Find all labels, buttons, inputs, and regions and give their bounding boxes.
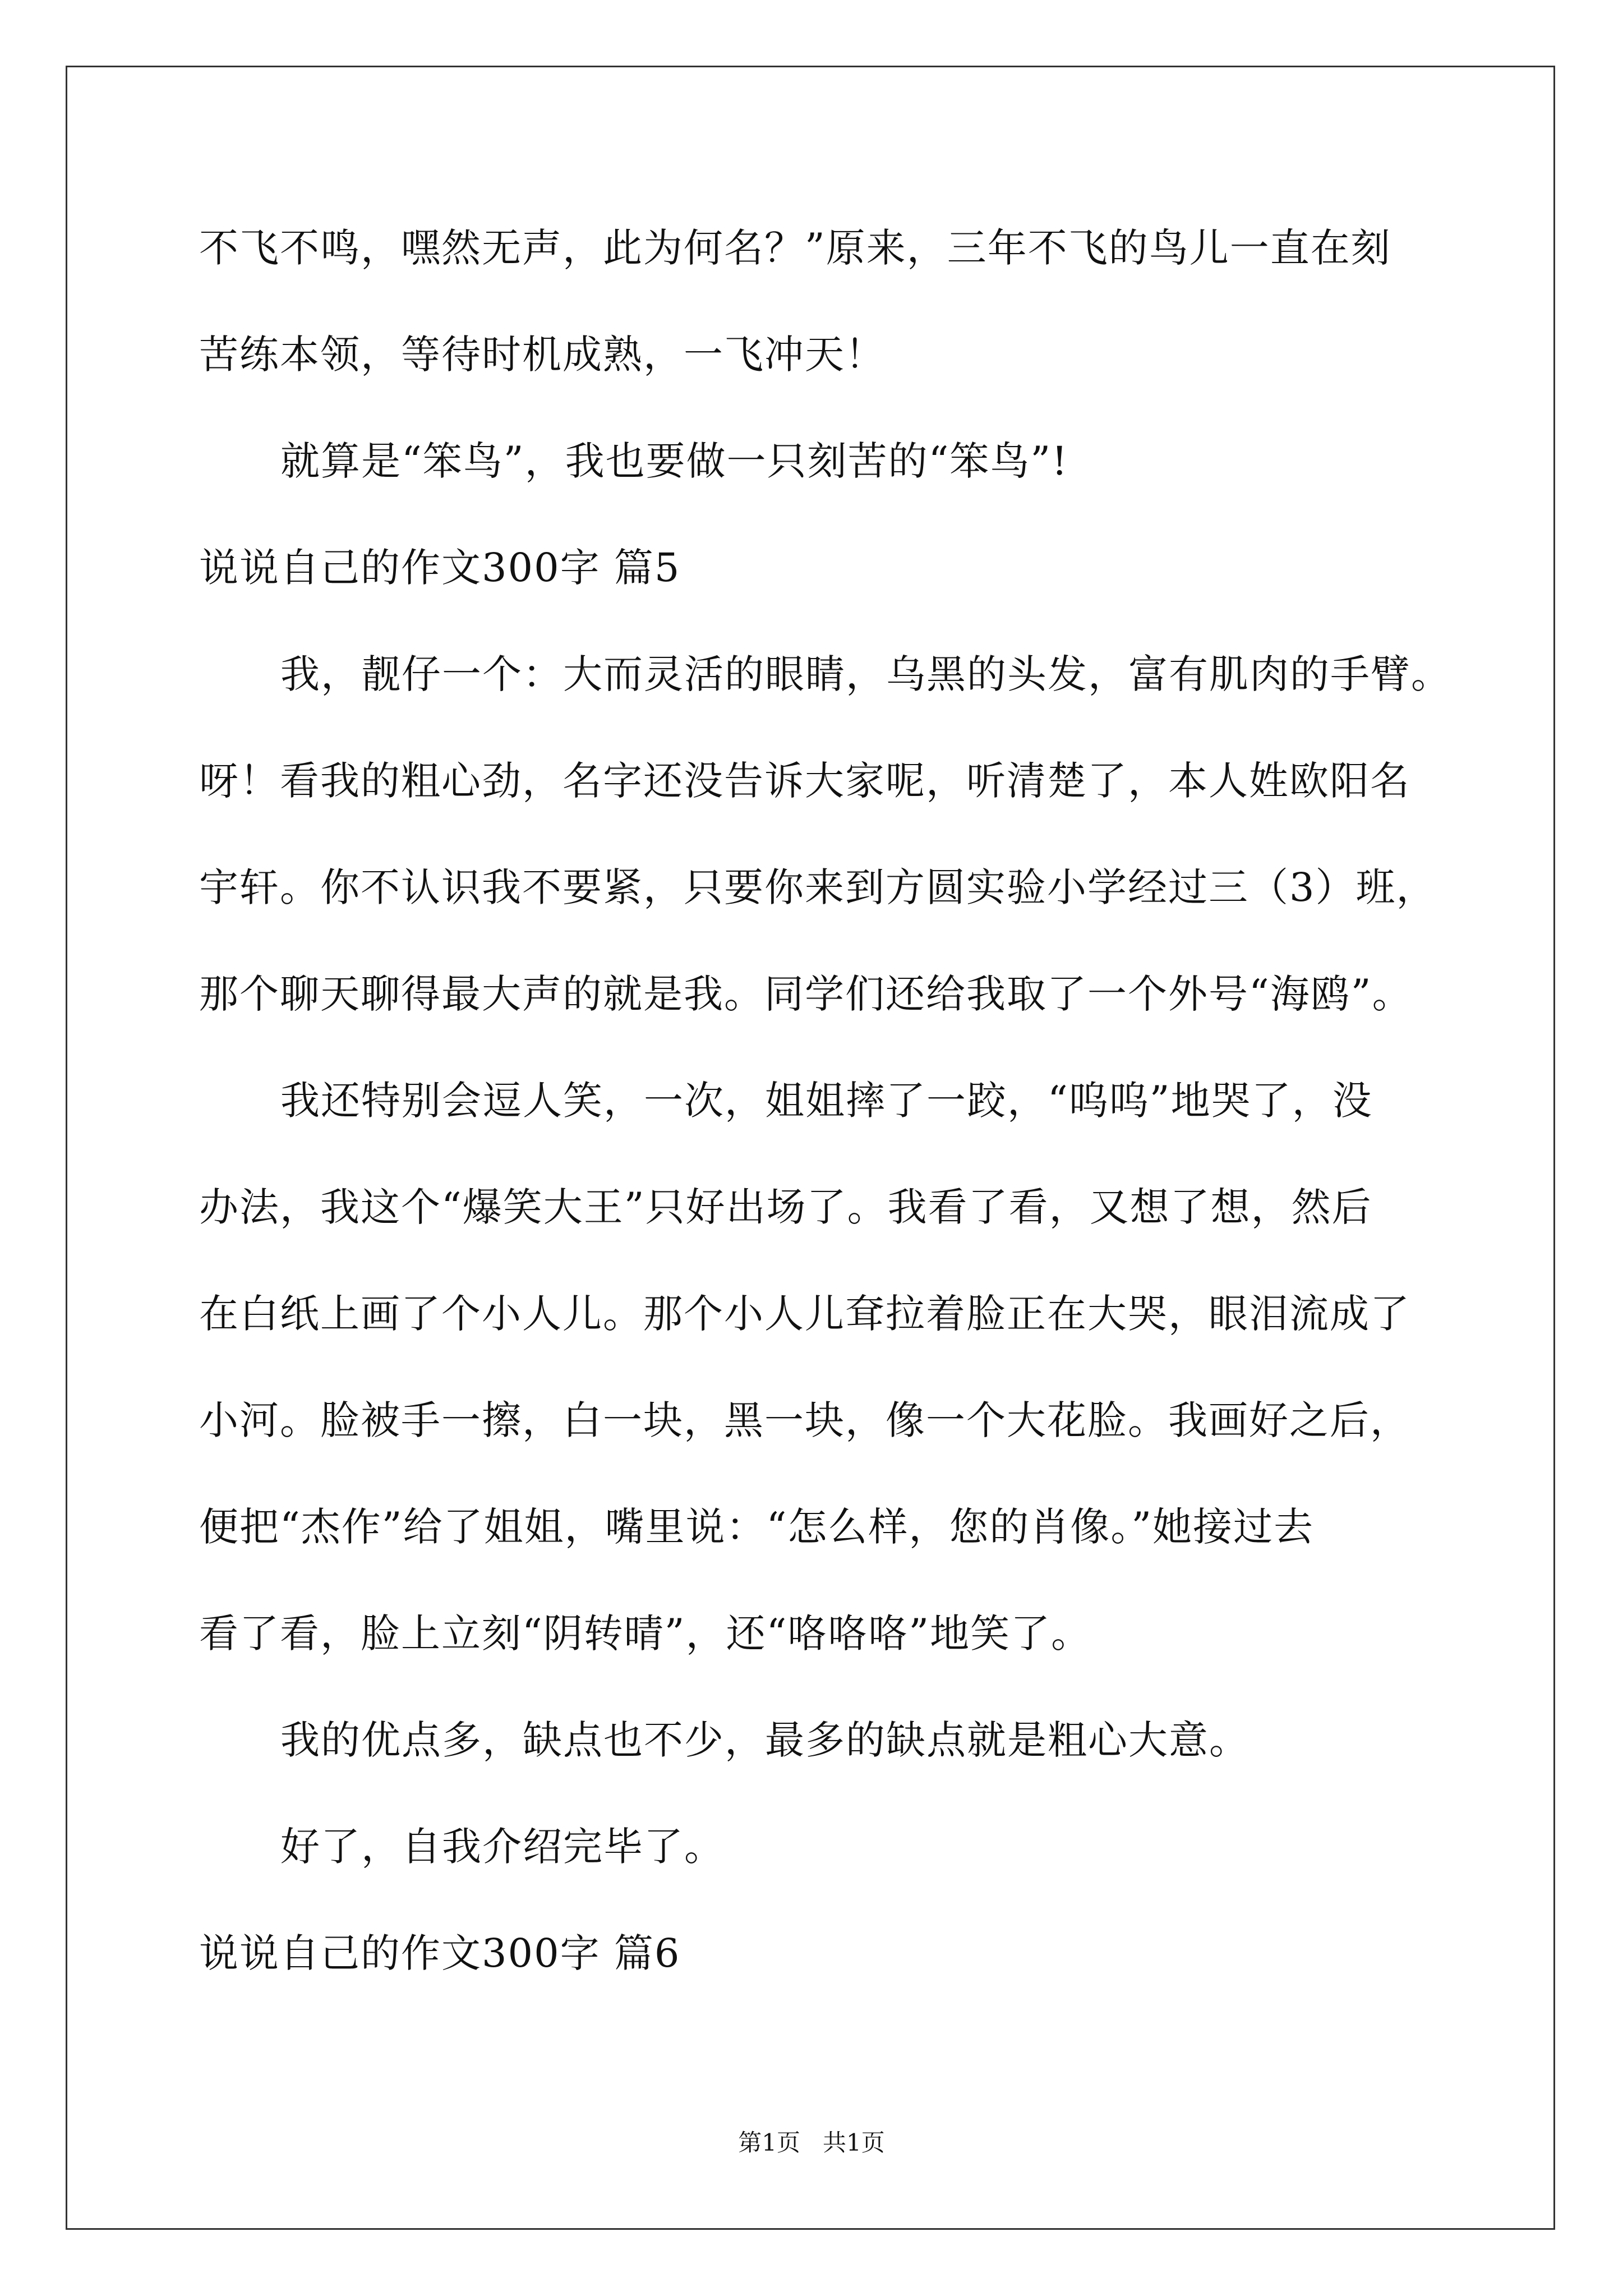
- page-footer: 第1页 共1页: [738, 2129, 885, 2156]
- page-border: [66, 66, 1555, 2230]
- section-heading: 说说自己的作文300字 篇5: [199, 545, 681, 591]
- paragraph-line: 就算是“笨鸟”，我也要做一只刻苦的“笨鸟”!: [280, 438, 1069, 484]
- paragraph-line: 呀！看我的粗心劲，名字还没告诉大家呢，听清楚了，本人姓欧阳名: [199, 758, 1410, 804]
- paragraph-line: 看了看，脸上立刻“阴转晴”，还“咯咯咯”地笑了。: [199, 1611, 1092, 1657]
- paragraph-line: 我，靓仔一个：大而灵活的眼睛，乌黑的头发，富有肌肉的手臂。: [280, 651, 1451, 697]
- paragraph-line: 办法，我这个“爆笑大王”只好出场了。我看了看，又想了想，然后: [199, 1184, 1372, 1230]
- paragraph-line: 宇轩。你不认识我不要紧，只要你来到方圆实验小学经过三（3）班，: [199, 864, 1437, 910]
- paragraph-line: 便把“杰作”给了姐姐，嘴里说：“怎么样，您的肖像。”她接过去: [199, 1504, 1315, 1550]
- paragraph-line: 好了，自我介绍完毕了。: [280, 1824, 725, 1870]
- paragraph-line: 小河。脸被手一擦，白一块，黑一块，像一个大花脸。我画好之后，: [199, 1397, 1410, 1443]
- section-heading: 说说自己的作文300字 篇6: [199, 1930, 681, 1976]
- paragraph-line: 不飞不鸣，嘿然无声，此为何名？”原来，三年不飞的鸟儿一直在刻: [199, 225, 1391, 271]
- paragraph-line: 我还特别会逗人笑，一次，姐姐摔了一跤，“呜呜”地哭了，没: [280, 1078, 1373, 1124]
- paragraph-line: 那个聊天聊得最大声的就是我。同学们还给我取了一个外号“海鸥”。: [199, 971, 1413, 1017]
- paragraph-line: 苦练本领，等待时机成熟，一飞冲天！: [199, 332, 886, 378]
- paragraph-line: 我的优点多，缺点也不少，最多的缺点就是粗心大意。: [280, 1717, 1249, 1763]
- paragraph-line: 在白纸上画了个小人儿。那个小人儿耷拉着脸正在大哭，眼泪流成了: [199, 1291, 1410, 1337]
